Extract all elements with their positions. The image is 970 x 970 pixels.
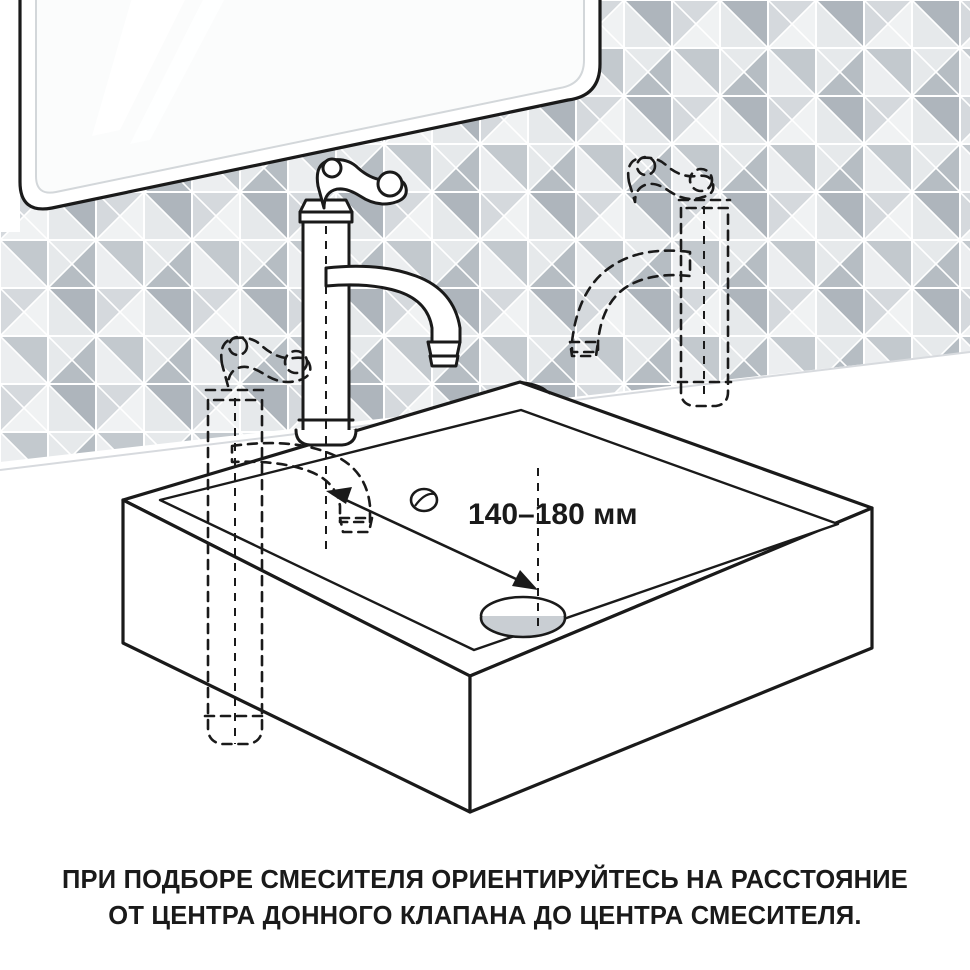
dimension-label: 140–180 мм bbox=[468, 498, 638, 531]
caption-line-2: ОТ ЦЕНТРА ДОННОГО КЛАПАНА ДО ЦЕНТРА СМЕСИТЕЛЯ. bbox=[108, 902, 862, 930]
caption-line-1: ПРИ ПОДБОРЕ СМЕСИТЕЛЯ ОРИЕНТИРУЙТЕСЬ НА РАССТОЯНИЕ bbox=[62, 866, 908, 894]
measure-marker-icon bbox=[411, 489, 437, 511]
caption bbox=[0, 862, 970, 934]
